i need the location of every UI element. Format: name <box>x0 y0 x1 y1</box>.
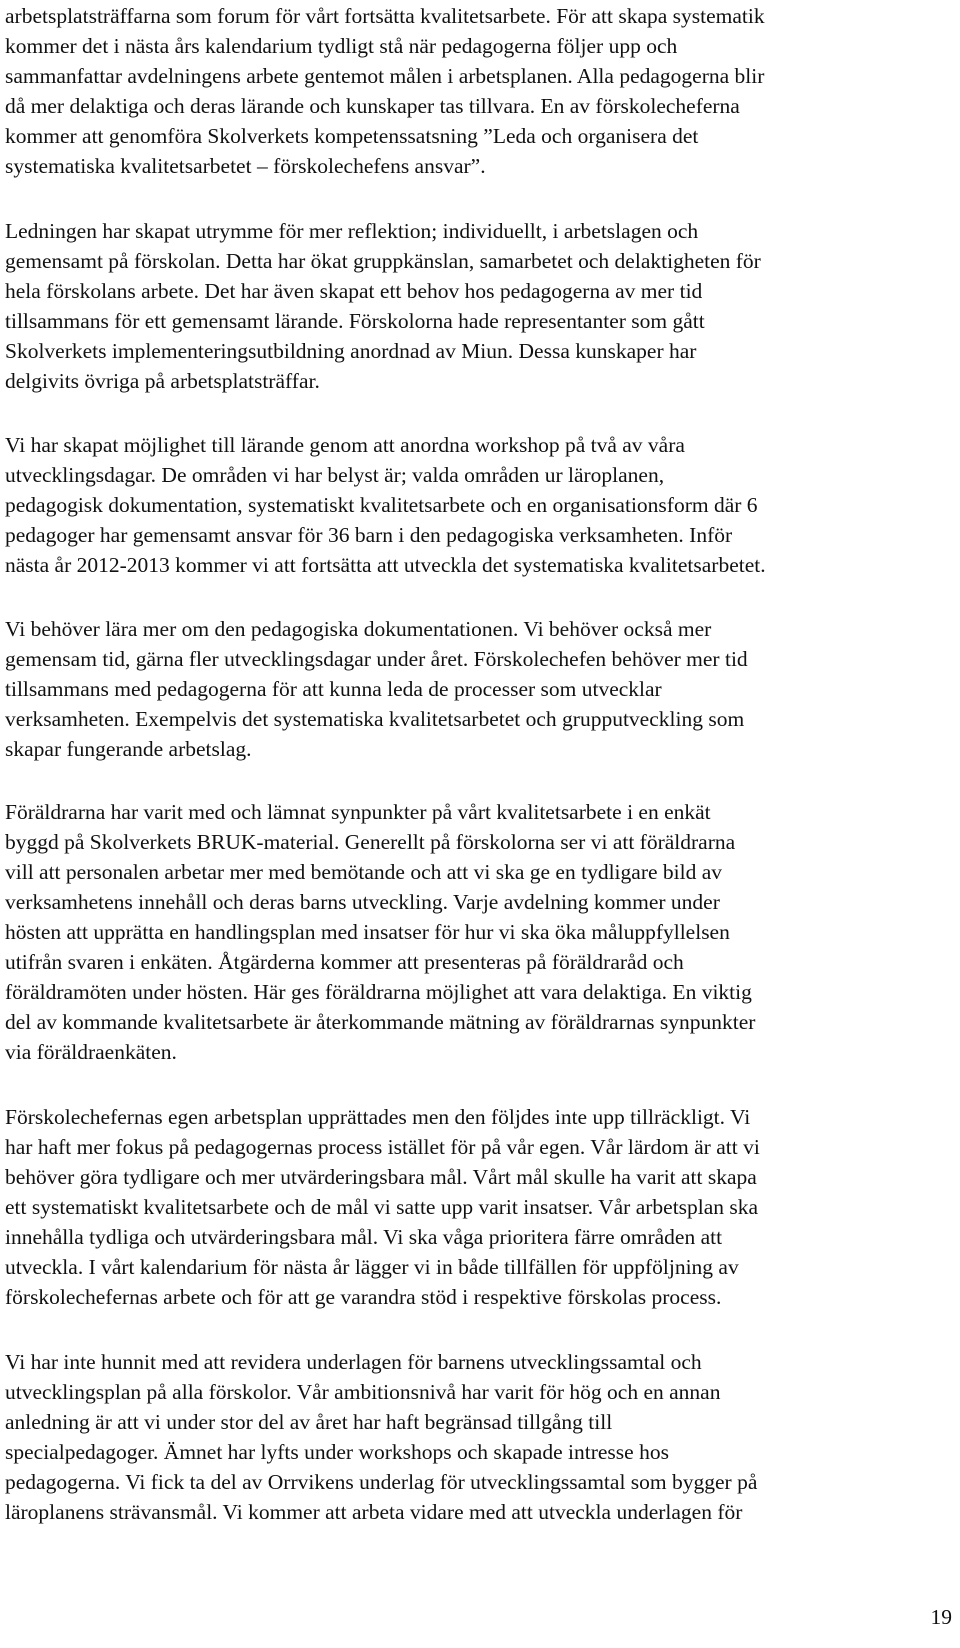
text-line: vill att personalen arbetar mer med bemötande och att vi ska ge en tydligare bild av <box>5 860 723 884</box>
text-line: specialpedagoger. Ämnet har lyfts under workshops och skapade intresse hos <box>5 1440 669 1464</box>
text-line: utvecklingsdagar. De områden vi har belyst är; valda områden ur läroplanen, <box>5 463 665 487</box>
text-line: skapar fungerande arbetslag. <box>5 737 252 761</box>
text-line: kommer det i nästa års kalendarium tydligt stå när pedagogerna följer upp och <box>5 34 678 58</box>
text-line: tillsammans för ett gemensamt lärande. Förskolorna hade representanter som gått <box>5 309 705 333</box>
paragraph-3 <box>5 430 940 580</box>
text-line: Föräldrarna har varit med och lämnat synpunkter på vårt kvalitetsarbete i en enkät <box>5 800 711 824</box>
paragraph-4 <box>5 614 940 764</box>
text-line: har haft mer fokus på pedagogernas process istället för på vår egen. Vår lärdom är att vi <box>5 1135 760 1159</box>
text-line: verksamheten. Exempelvis det systematiska kvalitetsarbetet och grupputveckling som <box>5 707 745 731</box>
text-line: kommer att genomföra Skolverkets kompetenssatsning ”Leda och organisera det <box>5 124 699 148</box>
text-line: verksamhetens innehåll och deras barns utveckling. Varje avdelning kommer under <box>5 890 720 914</box>
text-line: Förskolechefernas egen arbetsplan upprättades men den följdes inte upp tillräckligt. Vi <box>5 1105 751 1129</box>
text-line: innehålla tydliga och utvärderingsbara mål. Vi ska våga prioritera färre områden att <box>5 1225 723 1249</box>
text-line: sammanfattar avdelningens arbete gentemot målen i arbetsplanen. Alla pedagogerna blir <box>5 64 765 88</box>
text-line: nästa år 2012-2013 kommer vi att fortsätta att utveckla det systematiska kvalitetsarbetet. <box>5 553 766 577</box>
text-line: utvecklingsplan på alla förskolor. Vår ambitionsnivå har varit för hög och en annan <box>5 1380 721 1404</box>
text-line: föräldramöten under hösten. Här ges föräldrarna möjlighet att vara delaktiga. En viktig <box>5 980 752 1004</box>
paragraph-6 <box>5 1102 940 1312</box>
text-line: anledning är att vi under stor del av året har haft begränsad tillgång till <box>5 1410 613 1434</box>
text-line: gemensam tid, gärna fler utvecklingsdagar under året. Förskolechefen behöver mer tid <box>5 647 748 671</box>
text-line: hela förskolans arbete. Det har även skapat ett behov hos pedagogerna av mer tid <box>5 279 703 303</box>
text-line: gemensamt på förskolan. Detta har ökat gruppkänslan, samarbetet och delaktigheten för <box>5 249 761 273</box>
text-line: arbetsplatsträffarna som forum för vårt fortsätta kvalitetsarbete. För att skapa systematik <box>5 4 765 28</box>
paragraph-7 <box>5 1347 940 1527</box>
text-line: Vi behöver lära mer om den pedagogiska dokumentationen. Vi behöver också mer <box>5 617 712 641</box>
text-line: systematiska kvalitetsarbetet – förskolechefens ansvar”. <box>5 154 486 178</box>
text-line: förskolechefernas arbete och för att ge varandra stöd i respektive förskolas process. <box>5 1285 722 1309</box>
text-line: tillsammans med pedagogerna för att kunna leda de processer som utvecklar <box>5 677 662 701</box>
text-line: utveckla. I vårt kalendarium för nästa år lägger vi in både tillfällen för uppföljning av <box>5 1255 739 1279</box>
text-line: Skolverkets implementeringsutbildning anordnad av Miun. Dessa kunskaper har <box>5 339 697 363</box>
text-line: byggd på Skolverkets BRUK-material. Generellt på förskolorna ser vi att föräldrarna <box>5 830 736 854</box>
text-line: ett systematiskt kvalitetsarbete och de mål vi satte upp varit insatser. Vår arbetsplan ska <box>5 1195 759 1219</box>
text-line: pedagogisk dokumentation, systematiskt kvalitetsarbete och en organisationsform där 6 <box>5 493 758 517</box>
text-line: via föräldraenkäten. <box>5 1040 177 1064</box>
paragraph-5 <box>5 797 940 1067</box>
text-line: Vi har skapat möjlighet till lärande genom att anordna workshop på två av våra <box>5 433 685 457</box>
text-line: pedagoger har gemensamt ansvar för 36 barn i den pedagogiska verksamheten. Inför <box>5 523 733 547</box>
text-line: då mer delaktiga och deras lärande och kunskaper tas tillvara. En av förskolecheferna <box>5 94 740 118</box>
text-line: hösten att upprätta en handlingsplan med insatser för hur vi ska öka måluppfyllelsen <box>5 920 730 944</box>
text-line: delgivits övriga på arbetsplatsträffar. <box>5 369 320 393</box>
text-line: utifrån svaren i enkäten. Åtgärderna kommer att presenteras på föräldraråd och <box>5 950 684 974</box>
paragraph-1 <box>5 1 940 181</box>
text-line: behöver göra tydligare och mer utvärderingsbara mål. Vårt mål skulle ha varit att skapa <box>5 1165 757 1189</box>
text-line: läroplanens strävansmål. Vi kommer att arbeta vidare med att utveckla underlagen för <box>5 1500 743 1524</box>
text-line: Vi har inte hunnit med att revidera underlagen för barnens utvecklingssamtal och <box>5 1350 702 1374</box>
text-line: pedagogerna. Vi fick ta del av Orrvikens underlag för utvecklingssamtal som bygger på <box>5 1470 758 1494</box>
paragraph-2 <box>5 216 940 396</box>
text-line: del av kommande kvalitetsarbete är återkommande mätning av föräldrarnas synpunkter <box>5 1010 756 1034</box>
text-line: Ledningen har skapat utrymme för mer reflektion; individuellt, i arbetslagen och <box>5 219 699 243</box>
page-number: 19 <box>930 1605 952 1629</box>
